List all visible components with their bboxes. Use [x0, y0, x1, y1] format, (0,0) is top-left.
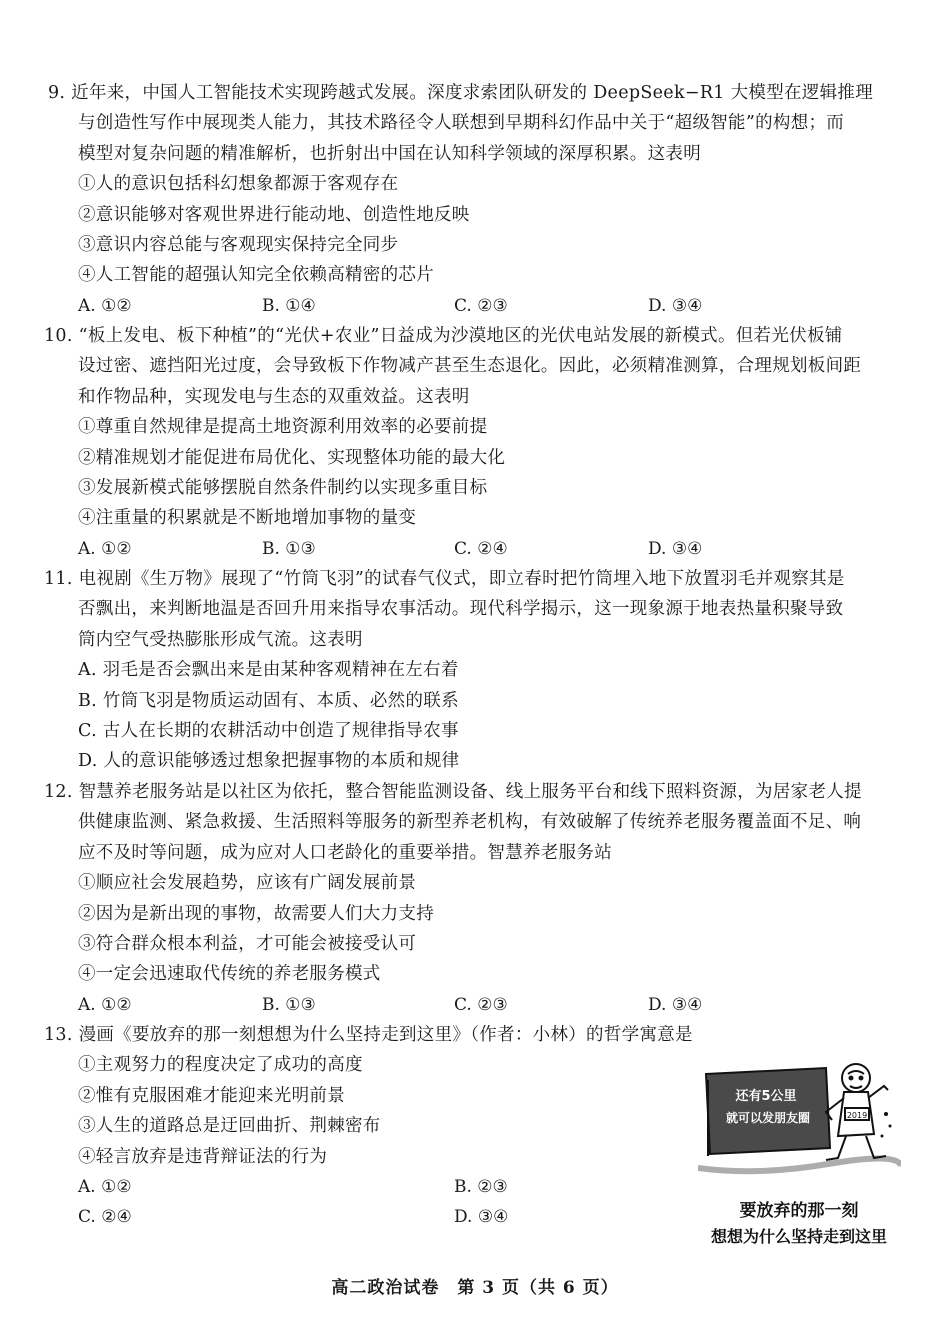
question-stem-line: 应不及时等问题，成为应对人口老龄化的重要举措。智慧养老服务站: [78, 842, 612, 863]
answer-choices: [48, 291, 906, 321]
question-stem-line: 供健康监测、紧急救援、生活照料等服务的新型养老机构，有效破解了传统养老服务覆盖面不足、响: [78, 812, 862, 833]
banner: [706, 1068, 830, 1156]
cartoon-caption-line-1: 要放弃的那一刻: [739, 1201, 859, 1221]
statement-option: ②因为是新出现的事物，故需要人们大力支持: [78, 903, 434, 924]
choice-option[interactable]: A. 羽毛是否会飘出来是由某种客观精神在左右着: [78, 660, 459, 681]
choice-c[interactable]: C. ②④: [78, 1207, 132, 1228]
statement-option: ④轻言放弃是违背辩证法的行为: [78, 1146, 328, 1167]
statement-option: ④一定会迅速取代传统的养老服务模式: [78, 964, 381, 985]
answer-choices: [48, 534, 906, 564]
statement-option: ③意识内容总能与客观现实保持完全同步: [78, 235, 399, 256]
choice-c[interactable]: C. ②④: [454, 538, 508, 559]
statement-option: ③发展新模式能够摆脱自然条件制约以实现多重目标: [78, 478, 488, 499]
cartoon-illustration: [698, 1056, 901, 1258]
choice-option[interactable]: D. 人的意识能够透过想象把握事物的本质和规律: [78, 751, 460, 772]
answer-choices: [48, 1172, 688, 1202]
statement-option: ④注重量的积累就是不断地增加事物的量变: [78, 508, 417, 529]
statement-option: ②精准规划才能促进布局优化、实现整体功能的最大化: [78, 447, 506, 468]
statement-option: ①尊重自然规律是提高土地资源利用效率的必要前提: [78, 417, 488, 438]
question-stem-line: 模型对复杂问题的精准解析，也折射出中国在认知科学领域的深厚积累。这表明: [78, 143, 701, 164]
question-9: [48, 78, 906, 321]
choice-d[interactable]: D. ③④: [648, 295, 703, 316]
banner-text-1: 还有5公里: [735, 1089, 797, 1104]
choice-c[interactable]: C. ②③: [454, 295, 508, 316]
statement-option: ③人生的道路总是迂回曲折、荆棘密布: [78, 1116, 381, 1137]
answer-choices: [48, 990, 906, 1020]
question-stem-line: 13. 漫画《要放弃的那一刻想想为什么坚持走到这里》（作者：小林）的哲学寓意是: [44, 1025, 693, 1045]
choice-b[interactable]: B. ①③: [262, 538, 316, 559]
choice-option[interactable]: C. 古人在长期的农耕活动中创造了规律指导农事: [78, 721, 459, 742]
choice-option[interactable]: B. 竹筒飞羽是物质运动固有、本质、必然的联系: [78, 690, 459, 711]
question-stem-line: 10. “板上发电、板下种植”的“光伏+农业”日益成为沙漠地区的光伏电站发展的新模式。但若光伏板铺: [44, 326, 843, 346]
choice-a[interactable]: A. ①②: [78, 994, 132, 1015]
cartoon-caption-line-2: 想想为什么坚持走到这里: [710, 1227, 888, 1246]
statement-option: ③符合群众根本利益，才可能会被接受认可: [78, 934, 417, 955]
choice-d[interactable]: D. ③④: [648, 538, 703, 559]
statement-option: ②惟有克服困难才能迎来光明前景: [78, 1085, 345, 1106]
statement-option: ①主观努力的程度决定了成功的高度: [78, 1055, 363, 1076]
choice-d[interactable]: D. ③④: [454, 1207, 509, 1228]
question-10: [44, 321, 906, 564]
choice-a[interactable]: A. ①②: [78, 1177, 132, 1198]
choice-a[interactable]: A. ①②: [78, 538, 132, 559]
choice-b[interactable]: B. ①④: [262, 295, 316, 316]
question-stem-line: 和作物品种，实现发电与生态的双重效益。这表明: [78, 386, 470, 407]
question-stem-line: 11. 电视剧《生万物》展现了“竹筒飞羽”的试春气仪式，即立春时把竹筒埋入地下放置羽毛并观察其是: [44, 569, 845, 589]
question-stem-line: 否飘出，来判断地温是否回升用来指导农事活动。现代科学揭示，这一现象源于地表热量积聚导致: [78, 599, 844, 620]
question-stem-line: 9. 近年来，中国人工智能技术实现跨越式发展。深度求索团队研发的 DeepSeek−R1 大模型在逻辑推理: [48, 83, 874, 103]
banner-text-2: 就可以发朋友圈: [725, 1111, 811, 1125]
page-footer: 高二政治试卷 第 3 页（共 6 页）: [331, 1278, 619, 1298]
question-stem-line: 设过密、遮挡阳光过度，会导致板下作物减产甚至生态退化。因此，必须精准测算，合理规划板间距: [78, 356, 862, 377]
choice-d[interactable]: D. ③④: [648, 994, 703, 1015]
statement-option: ④人工智能的超强认知完全依赖高精密的芯片: [78, 265, 434, 286]
question-12: [44, 777, 906, 1020]
statement-option: ①顺应社会发展趋势，应该有广阔发展前景: [78, 873, 417, 894]
choice-b[interactable]: B. ②③: [454, 1177, 508, 1198]
question-13: [44, 1020, 693, 1233]
statement-option: ①人的意识包括科幻想象都源于客观存在: [78, 174, 399, 195]
statement-option: ②意识能够对客观世界进行能动地、创造性地反映: [78, 204, 470, 225]
question-stem-line: 12. 智慧养老服务站是以社区为依托，整合智能监测设备、线上服务平台和线下照料资源，为居家老人提: [44, 782, 862, 802]
bib-number: 2019: [846, 1111, 868, 1120]
question-11: [44, 564, 906, 777]
choice-b[interactable]: B. ①③: [262, 994, 316, 1015]
question-stem-line: 与创造性写作中展现类人能力，其技术路径令人联想到早期科幻作品中关于“超级智能”的构想；而: [78, 113, 845, 134]
choice-c[interactable]: C. ②③: [454, 994, 508, 1015]
choice-a[interactable]: A. ①②: [78, 295, 132, 316]
answer-choices: [48, 1202, 688, 1232]
question-stem-line: 筒内空气受热膨胀形成气流。这表明: [78, 629, 363, 650]
